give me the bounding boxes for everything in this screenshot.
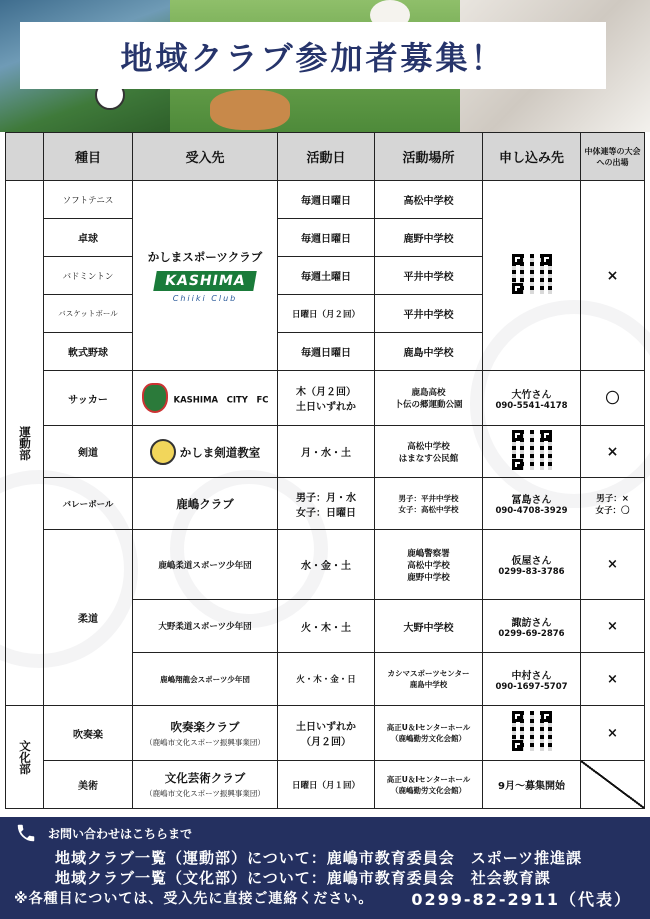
page-title: 地域クラブ参加者募集！ [120, 38, 506, 77]
header-event: 種目 [44, 133, 133, 181]
day-cell: 火・木・金・日 [278, 653, 375, 706]
kashima-logo-sub: Chiiki Club [172, 293, 238, 303]
place-cell: 平井中学校 [375, 257, 483, 295]
day-cell: 毎週日曜日 [278, 333, 375, 371]
place-cell: 鹿野中学校 [375, 219, 483, 257]
inquiry-label: お問い合わせはこちらまで [48, 827, 193, 841]
qr-code[interactable] [512, 711, 552, 751]
contact-cell: 9月～募集開始 [483, 761, 581, 809]
entry-cell: × [581, 653, 645, 706]
table-row [6, 706, 645, 761]
footer-contact [0, 817, 650, 919]
entry-cell: 〇 [581, 371, 645, 426]
table-row [6, 761, 645, 809]
entry-cell: × [581, 181, 645, 371]
day-cell: 月・水・土 [278, 426, 375, 478]
contact-cell: 中村さん 090-1697-5707 [483, 653, 581, 706]
host-cell: かしま剣道教室 [133, 426, 278, 478]
title-banner [20, 22, 606, 89]
entry-cell-na [581, 761, 645, 809]
contact-cell: 大竹さん 090-5541-4178 [483, 371, 581, 426]
table-row [6, 371, 645, 426]
place-cell: 高正U＆Iセンターホール （鹿嶋勤労文化会館） [375, 706, 483, 761]
day-cell: 火・木・土 [278, 600, 375, 653]
host-cell: 鹿嶋翔龍会スポーツ少年団 [133, 653, 278, 706]
entry-cell: 男子：× 女子：〇 [581, 478, 645, 530]
host-cell: 鹿嶋柔道スポーツ少年団 [133, 530, 278, 600]
day-cell: 日曜日（月２回） [278, 295, 375, 333]
contact-qr-cell [483, 706, 581, 761]
contact-cell: 諏訪さん 0299-69-2876 [483, 600, 581, 653]
contact-cell: 仮屋さん 0299-83-3786 [483, 530, 581, 600]
host-kashima-sports-club: かしまスポーツクラブ KASHIMA Chiiki Club [133, 181, 278, 371]
day-cell: 男子：月・水 女子：日曜日 [278, 478, 375, 530]
phone-icon [15, 822, 37, 844]
event-cell: バドミントン [44, 257, 133, 295]
place-cell: 大野中学校 [375, 600, 483, 653]
event-cell: 柔道 [44, 530, 133, 706]
table-row [6, 478, 645, 530]
contact-line-sports: 地域クラブ一覧（運動部）について：鹿嶋市教育委員会 スポーツ推進課 [55, 849, 583, 867]
contact-qr-cell [483, 426, 581, 478]
host-cell: 鹿嶋クラブ [133, 478, 278, 530]
place-cell: 平井中学校 [375, 295, 483, 333]
host-cell: 大野柔道スポーツ少年団 [133, 600, 278, 653]
header-blank [6, 133, 44, 181]
event-cell: 美術 [44, 761, 133, 809]
category-sports: 運動部 [6, 181, 44, 706]
host-cell: KASHIMA CITY FC [133, 371, 278, 426]
contact-qr-cell [483, 181, 581, 371]
day-cell: 水・金・土 [278, 530, 375, 600]
entry-cell: × [581, 426, 645, 478]
club-table [5, 132, 645, 809]
place-cell: 鹿嶋警察署 高松中学校 鹿野中学校 [375, 530, 483, 600]
event-cell: 軟式野球 [44, 333, 133, 371]
entry-cell: × [581, 706, 645, 761]
header-place: 活動場所 [375, 133, 483, 181]
entry-cell: × [581, 600, 645, 653]
event-cell: サッカー [44, 371, 133, 426]
day-cell: 毎週日曜日 [278, 219, 375, 257]
place-cell: 高松中学校 はまなす公民館 [375, 426, 483, 478]
day-cell: 木（月２回） 土日いずれか [278, 371, 375, 426]
contact-phone[interactable]: 0299-82-2911（代表） [411, 890, 632, 909]
table-row [6, 426, 645, 478]
fc-crest-icon [142, 383, 168, 413]
event-cell: バレーボール [44, 478, 133, 530]
event-cell: 卓球 [44, 219, 133, 257]
event-cell: ソフトテニス [44, 181, 133, 219]
table-row [6, 530, 645, 600]
entry-cell: × [581, 530, 645, 600]
contact-cell: 冨島さん 090-4708-3929 [483, 478, 581, 530]
day-cell: 毎週土曜日 [278, 257, 375, 295]
place-cell: 鹿島高校 卜伝の郷運動公園 [375, 371, 483, 426]
kashima-logo: KASHIMA [153, 271, 257, 291]
host-cell: 吹奏楽クラブ （鹿嶋市文化スポーツ振興事業団） [133, 706, 278, 761]
qr-code[interactable] [512, 430, 552, 470]
day-cell: 土日いずれか （月２回） [278, 706, 375, 761]
host-cell: 文化芸術クラブ （鹿嶋市文化スポーツ振興事業団） [133, 761, 278, 809]
place-cell: 男子：平井中学校 女子：高松中学校 [375, 478, 483, 530]
table-header-row [6, 133, 645, 181]
day-cell: 日曜日（月１回） [278, 761, 375, 809]
table-row [6, 181, 645, 219]
dojo-logo-icon [150, 439, 176, 465]
header-entry: 中体連等の大会への出場 [581, 133, 645, 181]
event-cell: 吹奏楽 [44, 706, 133, 761]
contact-note: ※各種目については、受入先に直接ご連絡ください。 [14, 891, 374, 907]
event-cell: 剣道 [44, 426, 133, 478]
place-cell: 高正U＆Iセンターホール （鹿嶋勤労文化会館） [375, 761, 483, 809]
place-cell: 高松中学校 [375, 181, 483, 219]
header-contact: 申し込み先 [483, 133, 581, 181]
place-cell: カシマスポーツセンター 鹿島中学校 [375, 653, 483, 706]
header-day: 活動日 [278, 133, 375, 181]
category-culture: 文化部 [6, 706, 44, 809]
place-cell: 鹿島中学校 [375, 333, 483, 371]
qr-code[interactable] [512, 254, 552, 294]
day-cell: 毎週日曜日 [278, 181, 375, 219]
contact-line-culture: 地域クラブ一覧（文化部）について：鹿嶋市教育委員会 社会教育課 [55, 869, 551, 887]
event-cell: バスケットボール [44, 295, 133, 333]
header-host: 受入先 [133, 133, 278, 181]
